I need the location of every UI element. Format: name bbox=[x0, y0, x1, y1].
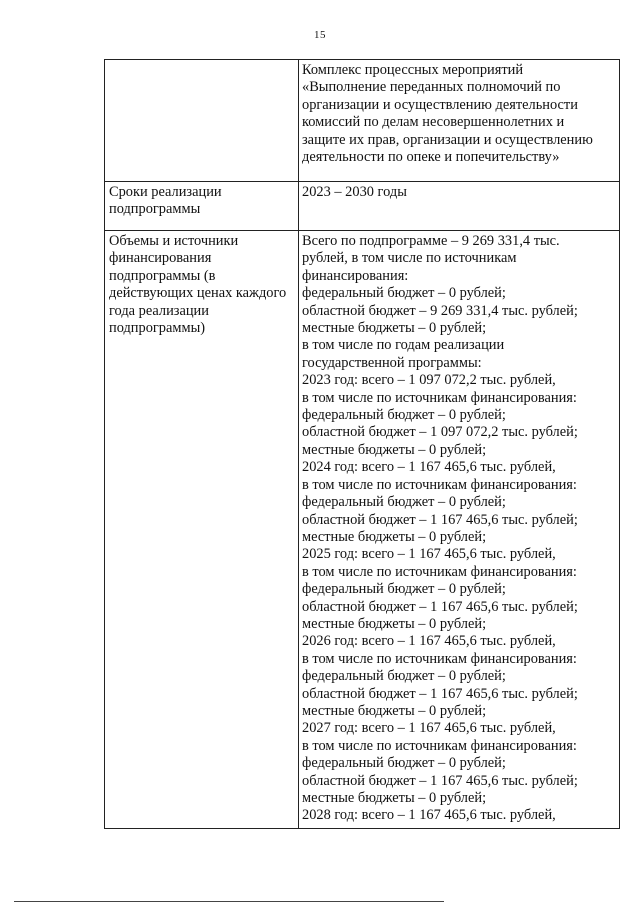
text-line: защите их прав, организации и осуществлению bbox=[302, 131, 593, 148]
text-line: федеральный бюджет – 0 рублей; bbox=[302, 755, 506, 772]
text-line: федеральный бюджет – 0 рублей; bbox=[302, 581, 506, 598]
text-line: финансирования: bbox=[302, 267, 409, 284]
text-line: в том числе по годам реализации bbox=[302, 337, 505, 354]
text-line: Объемы и источники bbox=[109, 233, 239, 249]
text-line: подпрограммы bbox=[109, 201, 201, 218]
cell-lines bbox=[105, 60, 298, 62]
text-line: областной бюджет – 1 167 465,6 тыс. рублей; bbox=[302, 511, 578, 528]
text-line: организации и осуществлению деятельности bbox=[302, 96, 578, 113]
table-cell-process-complex bbox=[299, 60, 620, 182]
text-line: местные бюджеты – 0 рублей; bbox=[302, 320, 487, 337]
text-line: деятельности по опеке и попечительству» bbox=[302, 149, 560, 166]
cell-lines bbox=[299, 60, 619, 166]
text-line: подпрограммы (в bbox=[109, 267, 216, 284]
text-line: Комплекс процессных мероприятий bbox=[302, 62, 524, 78]
text-line: 2028 год: всего – 1 167 465,6 тыс. рублей, bbox=[302, 807, 556, 824]
table-row-implementation-terms bbox=[105, 182, 620, 231]
text-line: в том числе по источникам финансирования: bbox=[302, 563, 577, 580]
table-cell-terms-label bbox=[105, 182, 299, 231]
text-line: государственной программы: bbox=[302, 354, 482, 371]
table-row-process-complex bbox=[105, 60, 620, 182]
text-line: года реализации bbox=[109, 302, 209, 319]
text-line: в том числе по источникам финансирования: bbox=[302, 737, 577, 754]
cell-lines bbox=[105, 182, 298, 219]
table-cell-financing-label bbox=[105, 231, 299, 829]
text-line: областной бюджет – 1 167 465,6 тыс. рублей; bbox=[302, 685, 578, 702]
text-line: действующих ценах каждого bbox=[109, 285, 287, 302]
text-line: финансирования bbox=[109, 250, 212, 267]
text-line: 2023 – 2030 годы bbox=[302, 184, 407, 200]
text-line: 2025 год: всего – 1 167 465,6 тыс. рублей, bbox=[302, 546, 556, 563]
text-line: Всего по подпрограмме – 9 269 331,4 тыс. bbox=[302, 233, 560, 249]
text-line: местные бюджеты – 0 рублей; bbox=[302, 528, 487, 545]
text-line: Сроки реализации bbox=[109, 184, 222, 200]
text-line: в том числе по источникам финансирования: bbox=[302, 476, 577, 493]
page-number: 15 bbox=[314, 29, 326, 41]
text-line: областной бюджет – 1 167 465,6 тыс. рублей; bbox=[302, 772, 578, 789]
text-line: федеральный бюджет – 0 рублей; bbox=[302, 668, 506, 685]
bottom-divider bbox=[14, 901, 444, 902]
text-line: комиссий по делам несовершеннолетних и bbox=[302, 114, 565, 131]
text-line: в том числе по источникам финансирования: bbox=[302, 650, 577, 667]
cell-lines bbox=[299, 231, 619, 825]
text-line: местные бюджеты – 0 рублей; bbox=[302, 615, 487, 632]
text-line: «Выполнение переданных полномочий по bbox=[302, 79, 561, 96]
subprogram-passport-table bbox=[104, 59, 620, 829]
text-line: областной бюджет – 9 269 331,4 тыс. рублей; bbox=[302, 302, 578, 319]
table-cell-financing-value bbox=[299, 231, 620, 829]
table-row-financing bbox=[105, 231, 620, 829]
text-line: 2026 год: всего – 1 167 465,6 тыс. рублей, bbox=[302, 633, 556, 650]
text-line: 2023 год: всего – 1 097 072,2 тыс. рублей, bbox=[302, 372, 556, 389]
text-line: федеральный бюджет – 0 рублей; bbox=[302, 407, 506, 424]
text-line: в том числе по источникам финансирования: bbox=[302, 389, 577, 406]
text-line: рублей, в том числе по источникам bbox=[302, 250, 517, 267]
cell-lines bbox=[299, 182, 619, 201]
text-line: федеральный бюджет – 0 рублей; bbox=[302, 285, 506, 302]
text-line: областной бюджет – 1 167 465,6 тыс. рублей; bbox=[302, 598, 578, 615]
text-line: 2024 год: всего – 1 167 465,6 тыс. рублей, bbox=[302, 459, 556, 476]
text-line: подпрограммы) bbox=[109, 320, 206, 337]
text-line: федеральный бюджет – 0 рублей; bbox=[302, 494, 506, 511]
text-line: 2027 год: всего – 1 167 465,6 тыс. рублей, bbox=[302, 720, 556, 737]
cell-lines bbox=[105, 231, 298, 337]
text-line: местные бюджеты – 0 рублей; bbox=[302, 790, 487, 806]
table-cell-label-empty bbox=[105, 60, 299, 182]
table-cell-terms-value bbox=[299, 182, 620, 231]
text-line: местные бюджеты – 0 рублей; bbox=[302, 702, 487, 719]
text-line: местные бюджеты – 0 рублей; bbox=[302, 441, 487, 458]
text-line: областной бюджет – 1 097 072,2 тыс. рублей; bbox=[302, 424, 578, 441]
